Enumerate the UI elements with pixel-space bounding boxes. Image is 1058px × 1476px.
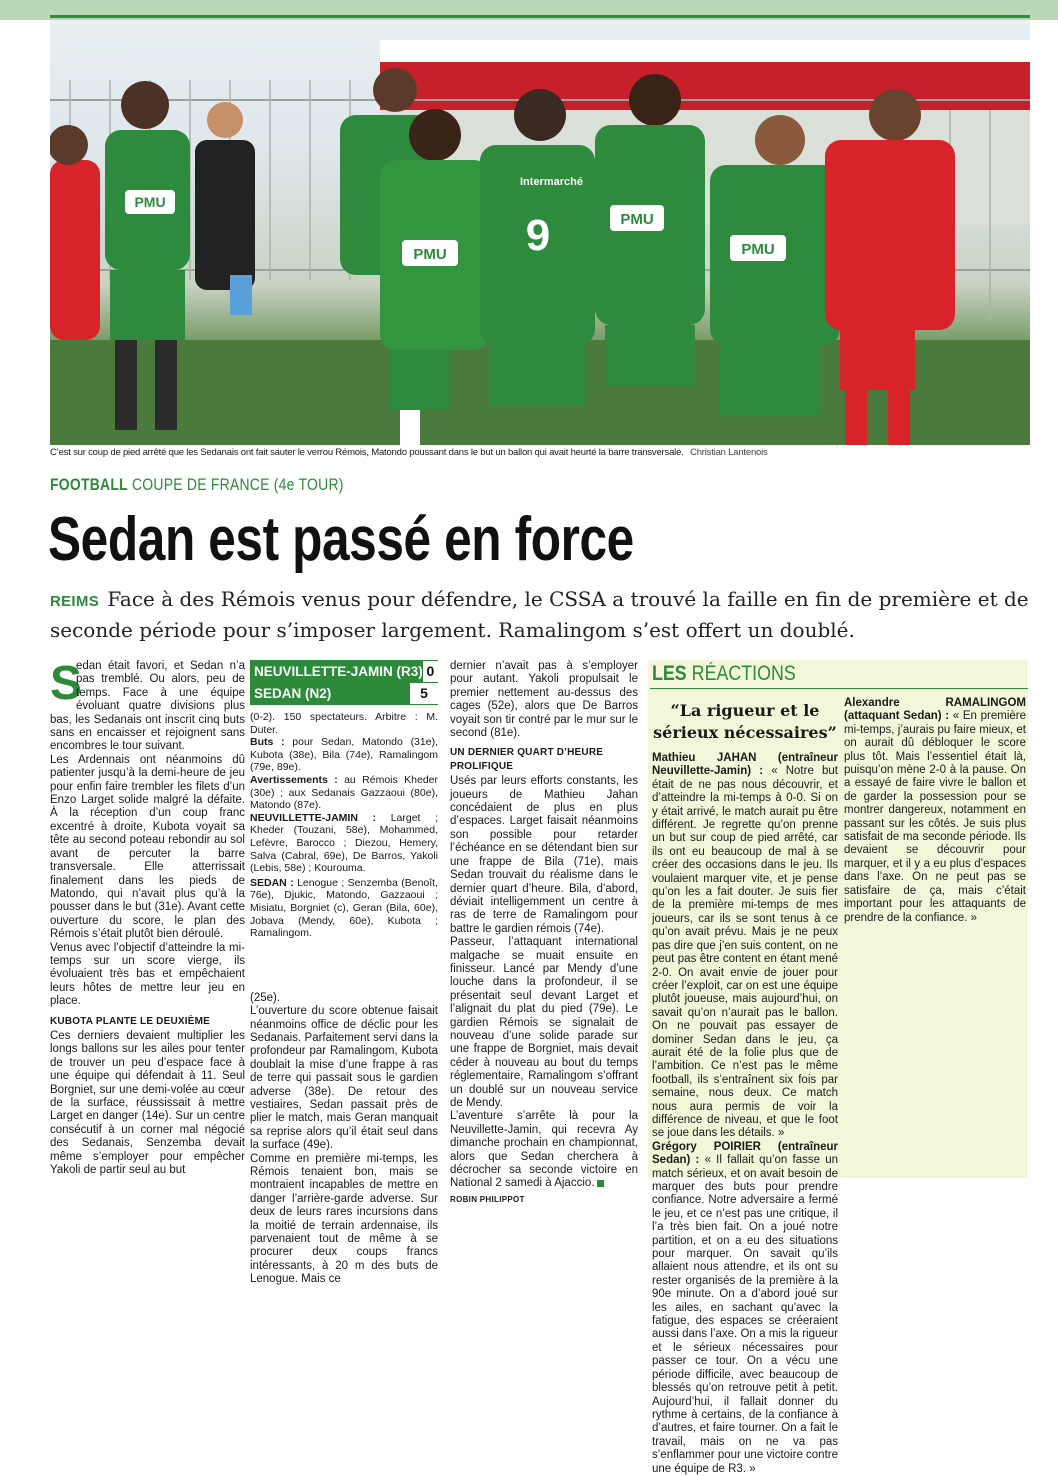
away-score: 5 [420, 684, 428, 701]
quote-ramalingom: « En première mi-temps, j’aurais pu faire mieux, et on aurait dû débloquer le score plus tôt. Mais l’essentiel était là, puisqu’on mène 2-0 à la pause. On a essayé de faire vivre le ballon et de garder la possession pour se montrer dangereux, notamment en passant sur les côtés. Je suis plus satisfait de ma seconde période. Ils devaient se découvrir pour marquer, et il y a eu plus d’espaces dans l’axe. On ne peut pas se satisfaire de ça, mais c’était important pour les attaquants de prendre de la confiance. » [844, 710, 1026, 924]
match-sheet: (0-2). 150 spectateurs. Arbitre : M. Duter. Buts : pour Sedan, Matondo (31e), Kubota (38e), Bila (74e), Ramalingom (79e, 89e). Avertissements : au Rémois Kheder (30e) ; aux Sedanais Gazzaoui (80e), Matondo (87e). NEUVILLETTE-JAMIN : Larget ; Kheder (Touzani, 58e), Mohammed, Lefèvre, Barocco ; Diezou, Hemery, Salva (Cabral, 69e), De Barros, Yakoli (Lebis, 58e) ; Kourouma. SEDAN : Lenogue ; Senzemba (Benoît, 76e), Djukic, Matondo, Gazzaoui ; Misiatu, Borgniet (c), Geran (Bila, 60e), Jobava (Mendy, 60e), Kubota ; Ramalingom. [250, 711, 439, 940]
speaker-jahan: Mathieu JAHAN (entraîneur Neuvillette-Jamin) : [652, 752, 838, 778]
pmu-logo: PMU [741, 241, 775, 258]
article-paragraph: Passeur, l’attaquant international malgache se muait ensuite en finisseur. Lancé par Mendy d’une louche dans la profondeur, il se présentait seul devant Larget et l’alignait du plat du pied (79e). Le gardien Rémois se signalait de nouveau d’une solide parade sur une frappe de Borgniet, mais devait céder à nouveau au bout du temps réglementaire, Ramalingom s’offrant un doublé sur un nouveau service de Mendy. [450, 936, 638, 1109]
away-team: SEDAN (N2) [250, 683, 410, 704]
speaker-poirier: Grégory POIRIER (entraîneur Sedan) : [652, 1140, 838, 1167]
reactions-rule [650, 688, 1028, 689]
headline: Sedan est passé en force [48, 505, 634, 574]
article-paragraph: S edan était favori, et Sedan n’a pas tremblé. Ou alors, peu de temps. Face à une équipe évoluant quatre divisions plus bas, les Sedanais ont inscrit cinq buts sans en encaisser et rejoignent sans encombres le tour suivant. [50, 657, 245, 753]
lead-text: Face à des Rémois venus pour défendre, le CSSA a trouvé la faille en fin de première et de seconde période pour s’imposer largement. Ramalingom s’est offert un doublé. [50, 587, 1029, 642]
article-paragraph: L’aventure s’arrête là pour la Neuvillette-Jamin, qui recevra Ay dimanche prochain en championnat, alors que Sedan cherchera à décrocher sa seconde victoire en National 2 samedi à Ajaccio. [450, 1110, 638, 1190]
kicker-competition: COUPE DE FRANCE (4e TOUR) [131, 475, 344, 494]
kicker [50, 475, 344, 495]
kicker-section: FOOTBALL [50, 475, 128, 494]
subheading: KUBOTA PLANTE LE DEUXIÈME [50, 1015, 211, 1027]
match-photo [50, 20, 1030, 445]
article-paragraph: Comme en première mi-temps, les Rémois tenaient bon, mais se montraient incapables de mettre en danger l’arrière-garde adverse. Sur deux de leurs rares incursions dans la moitié de terrain ardennaise, ils parvenaient tout de même à se procurer deux coups francs intéressants, à 20 m des buts de Lenogue. Mais ce [250, 1152, 438, 1286]
players-illustration [50, 20, 1030, 445]
speaker-ramalingom: Alexandre RAMALINGOM (attaquant Sedan) : [844, 697, 1026, 723]
article-paragraph: dernier n’avait pas à s’employer pour autant. Yakoli propulsait le premier nettement au-dessus des cages (52e), alors que De Barros voyait son tir contré par le mur sur le second (81e). [450, 660, 638, 740]
byline: ROBIN PHILIPPOT [450, 1194, 525, 1204]
lineup-sedan: Lenogue ; Senzemba (Benoît, 76e), Djukic, Matondo, Gazzaoui ; Misiatu, Borgniet (c), Geran (Bila, 60e), Jobava (Mendy, 60e), Kubota ; Ramalingom. [250, 876, 439, 940]
article-paragraph: L’ouverture du score obtenue faisait néanmoins office de déclic pour les Sedanais. Parfaitement servi dans la profondeur par Ramalingom, Kubota doublait la mise d’une frappe à ras de terre qui passait sous le gardien adverse (38e). De retour des vestiaires, Sedan passait près de plier le match, mais Geran manquait sa reprise alors qu’il était seul dans la surface (49e). [250, 1005, 438, 1152]
goals: pour Sedan, Matondo (31e), Kubota (38e), Bila (74e), Ramalingom (79e, 89e). [250, 736, 438, 774]
article-paragraph: Usés par leurs efforts constants, les joueurs de Mathieu Jahan concédaient de plus en plus d’espaces. Larget faisait néanmoins son possible pour retarder l’échéance en se détendant bien sur une frappe de Bila (71e), mais Sedan trouvait du réalisme dans le dernier quart d’heure. Bila, d’abord, déviait intelligemment un centre à ras de terre de Ramalingom pour battre le gardien rémois (74e). [450, 775, 638, 935]
article-column-2 [250, 660, 438, 1287]
bookings: au Rémois Kheder (30e) ; aux Sedanais Gazzaoui (80e), Matondo (87e). [250, 773, 438, 812]
reactions-title: LES RÉACTIONS [652, 662, 796, 685]
article-paragraph: Les Ardennais ont néanmoins dû patienter jusqu’à la demi-heure de jeu pour enfin faire trembler les filets d’un Enzo Larget solide malgré la défaite. À la réception d’un coup franc excentré à droite, Kubota voyait sa tête au second poteau rebondir au sol avant de percuter la barre transversale. Elle atterrissait finalement dans les pieds de Matondo, qui n’avait plus qu’à la pousser dans le but (31e). Avant cette ouverture du score, le plan des Rémois s’était plutôt bien déroulé. [50, 753, 245, 941]
quote-title: “La rigueur et le sérieux nécessaires” [653, 701, 837, 742]
player-goalkeeper [195, 102, 255, 315]
subheading: UN DERNIER QUART D’HEURE PROLIFIQUE [450, 747, 604, 772]
stand-red [380, 60, 1030, 110]
quote-poirier: « Il fallait qu’on fasse un match sérieux, et on avait besoin de marquer des buts pour prendre confiance. Notre adversaire a fermé le jeu, et ce n’est pas une critique, il l’a très bien fait. On a joué notre partition, et on a eu des situations pour marquer. On savait qu’ils allaient nous attendre, et ils ont su rester organisés de la première à la 90e minute. On a d’abord joué sur les ailes, en sachant qu’avec la fatigue, des espaces se créeraient aussi dans l’axe. On a mis la rigueur et le sérieux nécessaires pour passer ce tour. On a vécu une période difficile, avec beaucoup de blessés qu’on retrouve petit à petit. Aujourd’hui, il fallait donner du rythme à certains, de la confiance à d’autres, et faire tourner. On a fait le travail, mais on ne va pas s’enflammer pour une victoire contre une équipe de R3. » [652, 1154, 838, 1475]
article-paragraph: (25e). [250, 991, 281, 1004]
stand-roof [380, 40, 1030, 62]
pmu-logo: PMU [134, 194, 166, 210]
lead-paragraph [50, 585, 1030, 645]
caption-text: C’est sur coup de pied arrêté que les Sedanais ont fait sauter le verrou Rémois, Matondo poussant dans le but un ballon qui avait heurté la barre transversale. [50, 447, 684, 458]
article-paragraph: Ces derniers devaient multiplier les longs ballons sur les ailes pour tenter de trouver un peu d’espace face à une équipe qui défendait à 11. Seul Borgniet, sur une demi-volée au cœur de la surface, réussissait à mettre Larget en danger (14e). Sur un centre consécutif à un corner mal négocié des Sedanais, Senzemba devait même s’employer pour empêcher Yakoli de partir seul au but [50, 1029, 245, 1177]
article-paragraph: Venus avec l’objectif d’atteindre la mi-temps sur un score vierge, ils évoluaient très bas et empêchaient leurs hôtes de mettre leur jeu en place. [50, 941, 245, 1008]
home-team: NEUVILLETTE-JAMIN (R3) [250, 661, 423, 682]
photo-caption [50, 446, 1030, 460]
dateline: REIMS [50, 593, 100, 610]
article-column-1 [50, 657, 245, 1177]
end-mark [597, 1180, 604, 1187]
scoreboard [250, 660, 438, 705]
photo-credit: Christian Lantenois [690, 447, 768, 458]
shirt-number: 9 [525, 211, 551, 260]
quote-jahan: « Notre but était de ne pas nous découvrir, et d’atteindre la mi-temps à 0-0. Si on y était arrivé, le match aurait pu être différent. Je regrette qu’on prenne un but sur coup de pied arrêté, car ils ont eu beaucoup de mal à se créer des occasions dans le jeu. Ils voulaient marquer vite, et je pense qu’on les a fait douter. Je suis fier de la première mi-temps de mes joueurs, car ils se sont tenus à ce qu’on avait prévu. Mais je ne peux pas dire que j’en suis content, on ne peut pas être content en étant mené 2-0. On avait envie de jouer pour créer l’exploit, car on est une équipe plutôt joueuse, mais aujourd’hui, on savait qu’on n’aurait pas le ballon. On ne pouvait pas essayer de dominer Sedan dans le jeu, ça aurait été de la folie plus que de l’ambition. Ce n’est pas le même football, ils s’entraînent six fois par semaine, nous deux. Ce match nous aura permis de voir la différence de niveau, et que le foot se joue dans les détails. » [652, 765, 838, 1140]
score-row-away [250, 682, 438, 705]
reactions-column-right [844, 697, 1026, 925]
home-score: 0 [426, 662, 435, 679]
page-top-bar [0, 0, 1058, 20]
shirt-sponsor: Intermarché [520, 176, 583, 188]
pmu-logo: PMU [620, 211, 654, 228]
pmu-logo: PMU [413, 246, 447, 263]
player-left-red [50, 125, 100, 340]
match-summary: (0-2). 150 spectateurs. Arbitre : M. Duter. [250, 711, 438, 736]
article-column-3 [450, 660, 638, 1206]
score-row-home [250, 660, 438, 682]
reactions-column-left [652, 698, 838, 1476]
drop-cap: S [50, 657, 83, 710]
lineup-neuvillette: Larget ; Kheder (Touzani, 58e), Mohammed, Lefèvre, Barocco ; Diezou, Hemery, Salva (Cabral, 69e), De Barros, Yakoli (Lebis, 58e) ; Kourouma. [250, 811, 439, 875]
